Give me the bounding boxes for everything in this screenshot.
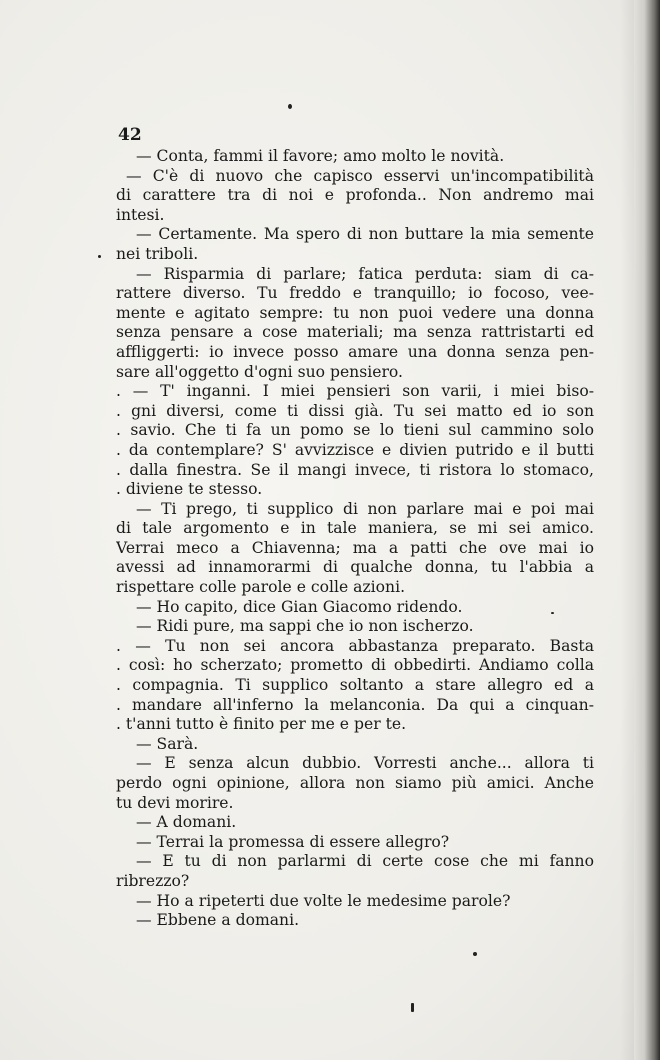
ink-speck	[551, 612, 554, 614]
text-line: — Ebbene a domani.	[136, 911, 300, 930]
text-line: — Ridi pure, ma sappi che io non ischerzo.	[136, 617, 474, 636]
text-line: — Ho a ripeterti due volte le medesime parole?	[136, 891, 511, 910]
text-line: — Ho capito, dice Gian Giacomo ridendo.	[136, 597, 463, 616]
text-line: intesi.	[116, 205, 165, 224]
text-line: ribrezzo?	[116, 871, 190, 890]
body-text	[116, 147, 594, 931]
text-line: avessi ad innamorarmi di qualche donna, tu l'abbia a	[116, 558, 594, 577]
text-line: di carattere tra di noi e profonda.. Non andremo mai	[116, 186, 594, 205]
text-line: — Certamente. Ma spero di non buttare la mia semente	[136, 225, 594, 244]
text-line: — E tu di non parlarmi di certe cose che mi fanno	[136, 852, 594, 871]
text-line: . t'anni tutto è finito per me e per te.	[116, 715, 407, 734]
text-line: nei triboli.	[116, 244, 199, 263]
ink-speck	[473, 952, 477, 956]
text-line: rattere diverso. Tu freddo e tranquillo; io focoso, vee-	[116, 284, 594, 303]
text-line: senza pensare a cose materiali; ma senza rattristarti ed	[116, 323, 594, 342]
text-line: . così: ho scherzato; prometto di obbedirti. Andiamo colla	[116, 656, 594, 675]
ink-speck	[98, 255, 101, 258]
text-line: — Sarà.	[136, 734, 199, 753]
text-line: . — Tu non sei ancora abbastanza preparato. Basta	[116, 636, 594, 655]
text-line: — Terrai la promessa di essere allegro?	[136, 832, 450, 851]
text-line: affliggerti: io invece posso amare una donna senza pen-	[116, 342, 594, 361]
text-line: . savio. Che ti fa un pomo se lo tieni sul cammino solo	[116, 421, 594, 440]
text-line: di tale argomento e in tale maniera, se mi sei amico.	[116, 519, 594, 538]
text-line: . diviene te stesso.	[116, 480, 263, 499]
ink-speck	[411, 1003, 414, 1012]
text-line: . da contemplare? S' avvizzisce e divien putrido e il butti	[116, 440, 594, 459]
text-line: . — T' inganni. I miei pensieri son varii, i miei biso-	[116, 382, 594, 401]
page-number: 42	[118, 125, 142, 145]
text-line: . compagnia. Ti supplico soltanto a stare allegro ed a	[116, 676, 594, 695]
page-edge	[634, 0, 660, 1060]
text-line: perdo ogni opinione, allora non siamo più amici. Anche	[116, 774, 594, 792]
text-line: sare all'oggetto d'ogni suo pensiero.	[116, 362, 403, 381]
text-line: — A domani.	[136, 813, 237, 832]
gutter-shadow	[620, 0, 634, 1060]
text-line: — Ti prego, ti supplico di non parlare mai e poi mai	[136, 499, 594, 518]
text-line: — Conta, fammi il favore; amo molto le novità.	[136, 147, 505, 165]
text-line: . mandare all'inferno la melanconia. Da qui a cinquan-	[116, 695, 594, 714]
text-line: Verrai meco a Chiavenna; ma a patti che ove mai io	[116, 538, 594, 557]
ink-speck	[288, 104, 292, 109]
text-line: mente e agitato sempre: tu non puoi vedere una donna	[116, 303, 594, 322]
text-line: tu devi morire.	[116, 793, 234, 812]
text-line: — E senza alcun dubbio. Vorresti anche... allora ti	[136, 754, 594, 773]
text-line: . dalla finestra. Se il mangi invece, ti ristora lo stomaco,	[116, 460, 594, 479]
text-line: — Risparmia di parlare; fatica perduta: siam di ca-	[136, 264, 594, 283]
text-line: rispettare colle parole e colle azioni.	[116, 578, 406, 597]
text-line: . gni diversi, come ti dissi già. Tu sei matto ed io son	[116, 401, 594, 420]
text-line: — C'è di nuovo che capisco esservi un'incompatibilità	[126, 166, 594, 185]
